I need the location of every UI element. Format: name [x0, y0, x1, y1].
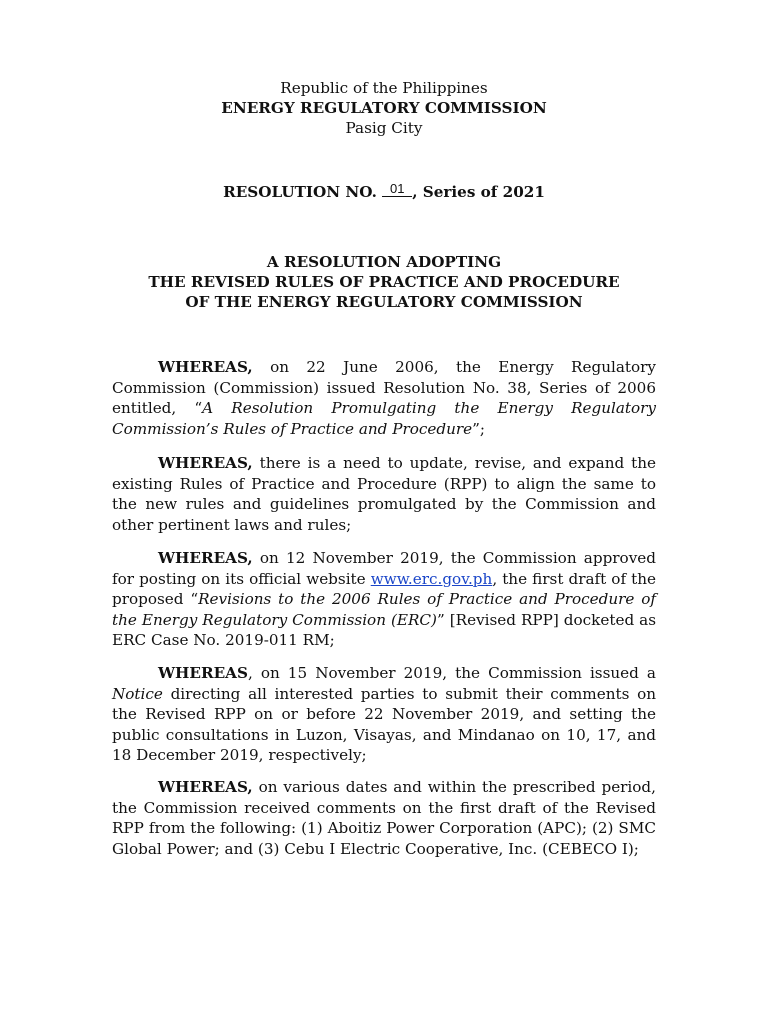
document-header: [0, 78, 768, 138]
paragraph-text: directing all interested parties to submit their comments on the Revised RPP on or before 22 November 2019, and setting the public consultations in Luzon, Visayas, and Mindanao on 10, 17, and 18 December 2019, respectively;: [112, 684, 656, 765]
paragraph-text: ” [Revised RPP] docketed as ERC Case No. 2019-011 RM;: [112, 610, 656, 650]
whereas-paragraph-1: [112, 357, 656, 439]
whereas-paragraph-3: [112, 548, 656, 651]
whereas-lead: WHEREAS,: [158, 358, 253, 376]
title-line-1: A RESOLUTION ADOPTING: [266, 253, 502, 271]
paragraph-text: ”;: [472, 419, 485, 438]
paragraph-text: , the first draft of the proposed “: [112, 569, 657, 609]
whereas-lead: WHEREAS,: [158, 549, 253, 567]
whereas-paragraph-5: [112, 777, 656, 859]
republic-line: Republic of the Philippines: [280, 79, 488, 97]
resolution-series: , Series of 2021: [412, 183, 545, 201]
whereas-paragraph-4: [112, 663, 656, 766]
title-line-3: OF THE ENERGY REGULATORY COMMISSION: [185, 293, 583, 311]
resolution-number-line: [0, 182, 768, 202]
whereas-lead: WHEREAS,: [158, 454, 253, 472]
paragraph-text: there is a need to update, revise, and expand the existing Rules of Practice and Procedure (RPP) to align the same to the new rules and guidelines promulgated by the Commission and other pertinent laws and rules;: [112, 454, 656, 534]
erc-website-link[interactable]: www.erc.gov.ph: [370, 569, 493, 588]
paragraph-italic: A Resolution Promulgating the Energy Regulatory Commission’s Rules of Practice and Procedure: [112, 399, 656, 438]
paragraph-text: on 12 November 2019, the Commission approved for posting on its official website: [112, 549, 656, 588]
whereas-lead: WHEREAS: [158, 664, 248, 682]
paragraph-text: on 22 June 2006, the Energy Regulatory Commission (Commission) issued Resolution No. 38, Series of 2006 entitled, “: [112, 358, 656, 418]
title-line-2: THE REVISED RULES OF PRACTICE AND PROCEDURE: [148, 273, 620, 291]
resolution-title: [0, 252, 768, 312]
resolution-number: 01: [382, 182, 412, 197]
agency-name: ENERGY REGULATORY COMMISSION: [221, 99, 547, 117]
paragraph-italic: Notice: [112, 684, 163, 703]
whereas-paragraph-2: [112, 453, 656, 535]
resolution-prefix: RESOLUTION NO.: [223, 183, 377, 201]
paragraph-italic: Revisions to the 2006 Rules of Practice and Procedure of the Energy Regulatory Commission (ERC): [112, 590, 656, 629]
city-line: Pasig City: [345, 119, 423, 137]
paragraph-text: , on 15 November 2019, the Commission issued a: [247, 664, 656, 682]
paragraph-text: on various dates and within the prescribed period, the Commission received comments on the first draft of the Revised RPP from the following: (1) Aboitiz Power Corporation (APC); (2) SMC Global Power; and (3) Cebu I Electric Cooperative, Inc. (CEBECO I);: [112, 778, 656, 858]
whereas-lead: WHEREAS,: [158, 778, 253, 796]
